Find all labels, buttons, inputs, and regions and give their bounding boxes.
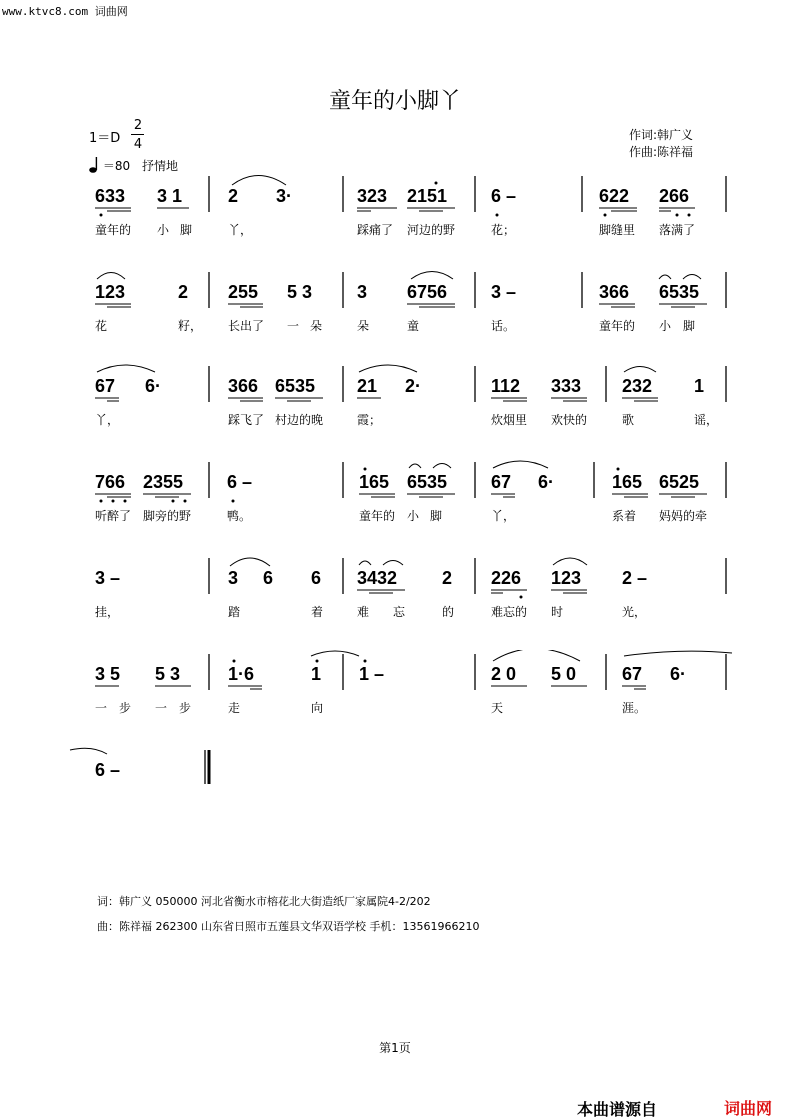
note-group: 2 [228, 186, 239, 206]
note-group: 2 0 [491, 664, 517, 684]
note-group: 232 [622, 376, 653, 396]
lyric-word: 花 [95, 319, 108, 333]
lyric-word: 的 [442, 605, 455, 619]
lyric-word: 天 [491, 701, 504, 715]
note-group: 2 [442, 568, 453, 588]
lyric-word: 丫， [95, 413, 120, 427]
score-row-5 [0, 554, 790, 624]
row-2-graphics [0, 268, 790, 338]
note-group: 165 [359, 472, 390, 492]
note-group: 6535 [407, 472, 448, 492]
lyric-word: 妈妈的牵 [659, 509, 708, 523]
note-group: 6525 [659, 472, 700, 492]
note-group: 2355 [143, 472, 184, 492]
note-group: 6 – [491, 186, 517, 206]
note-group: 6· [145, 376, 162, 396]
note-group: 6 [263, 568, 274, 588]
note-group: 2· [405, 376, 422, 396]
lyric-word: 光， [622, 605, 647, 619]
footer-lyricist: 词：韩广义 050000 河北省衡水市榕花北大街造纸厂家属院4-2/202 [97, 895, 431, 908]
lyric-word: 丫， [491, 509, 516, 523]
note-group: 5 0 [551, 664, 577, 684]
credits [629, 127, 693, 161]
lyric-word: 丫， [228, 223, 253, 237]
song-title: 童年的小脚丫 [328, 89, 461, 114]
note-group: 766 [95, 472, 126, 492]
score-row-1 [0, 172, 790, 242]
lyric-word: 籽， [178, 319, 203, 333]
lyric-word: 涯。 [622, 701, 647, 715]
note-group: 6 [311, 568, 322, 588]
lyric-word: 脚 [180, 223, 193, 237]
note-group: 3 – [491, 282, 517, 302]
lyric-word: 谣， [694, 413, 719, 427]
note-group: 266 [659, 186, 690, 206]
note-group: 3 [357, 282, 368, 302]
key-signature: 1＝D [89, 131, 121, 146]
lyric-word: 话。 [491, 319, 516, 333]
lyric-word: 小 [407, 509, 420, 523]
lyric-word: 霞； [357, 413, 382, 427]
note-group: 5 3 [155, 664, 181, 684]
lyric-word: 踩痛了 [357, 223, 394, 237]
lyric-word: 脚缝里 [599, 223, 636, 237]
note-group: 1·6 [228, 664, 255, 684]
lyricist-credit: 作词:韩广义 [629, 128, 694, 142]
note-group: 2 – [622, 568, 648, 588]
note-group: 366 [599, 282, 630, 302]
note-group: 3 1 [157, 186, 183, 206]
lyric-word: 花； [491, 223, 516, 237]
note-group: 112 [491, 376, 521, 396]
site-logo[interactable]: 词曲网 [724, 1099, 773, 1118]
lyric-word: 踩飞了 [228, 413, 265, 427]
lyric-word: 童年的 [359, 509, 396, 523]
note-group: 6535 [275, 376, 316, 396]
note-group: 6 – [95, 760, 121, 780]
note-group: 6535 [659, 282, 700, 302]
lyric-word: 脚 [683, 319, 696, 333]
lyric-word: 一 [95, 701, 108, 715]
note-group: 333 [551, 376, 582, 396]
note-group: 3432 [357, 568, 398, 588]
note-group: 67 [491, 472, 512, 492]
lyric-word: 脚旁的野 [143, 509, 192, 523]
lyric-word: 鸭。 [227, 509, 252, 523]
score-row-2 [0, 268, 790, 338]
lyric-word: 听醉了 [95, 509, 132, 523]
lyric-word: 童年的 [95, 223, 132, 237]
lyric-word: 走 [228, 701, 241, 715]
tempo-value: ＝80 [102, 159, 131, 173]
footer-composer: 曲：陈祥福 262300 山东省日照市五莲县文华双语学校 手机：13561966210 [97, 920, 480, 933]
note-group: 2 [178, 282, 189, 302]
score-row-6 [0, 650, 790, 720]
time-signature-bottom: 4 [133, 137, 143, 152]
lyric-word: 炊烟里 [491, 413, 528, 427]
lyric-word: 朵 [357, 319, 370, 333]
lyric-word: 朵 [310, 319, 323, 333]
composer-credit: 作曲:陈祥福 [629, 145, 694, 159]
note-group: 622 [599, 186, 630, 206]
note-group: 1 [311, 664, 322, 684]
lyric-word: 一 [287, 319, 300, 333]
note-group: 3 [228, 568, 239, 588]
note-group: 67 [622, 664, 643, 684]
lyric-word: 童年的 [599, 319, 636, 333]
note-group: 165 [612, 472, 643, 492]
lyric-word: 村边的晚 [275, 413, 324, 427]
lyric-word: 挂， [95, 605, 120, 619]
lyric-word: 落满了 [659, 223, 696, 237]
note-group: 3· [276, 186, 293, 206]
expression-mark: 抒情地 [141, 159, 178, 173]
page-number: 第1页 [379, 1041, 411, 1055]
lyric-word: 长出了 [228, 319, 265, 333]
note-group: 6· [670, 664, 687, 684]
lyric-word: 向 [311, 701, 324, 715]
note-group: 3 5 [95, 664, 121, 684]
note-group: 123 [551, 568, 582, 588]
score-row-3 [0, 362, 790, 432]
score-row-4 [0, 458, 790, 528]
lyric-word: 河边的野 [407, 223, 456, 237]
site-url: www.ktvc8.com 词曲网 [2, 5, 128, 18]
source-label: 本曲谱源自 [577, 1100, 658, 1119]
lyric-word: 步 [119, 701, 132, 715]
note-group: 1 [694, 376, 705, 396]
lyric-word: 时 [551, 605, 564, 619]
note-group: 6· [538, 472, 555, 492]
lyric-word: 小 [659, 319, 672, 333]
note-group: 6 – [227, 472, 253, 492]
lyric-word: 着 [311, 605, 324, 619]
lyric-word: 小 [157, 223, 170, 237]
note-group: 323 [357, 186, 388, 206]
lyric-word: 踏 [228, 605, 241, 619]
lyric-word: 歌 [622, 413, 635, 427]
score-row-7 [0, 746, 790, 790]
note-group: 226 [491, 568, 522, 588]
lyric-word: 一 [155, 701, 168, 715]
note-group: 2151 [407, 186, 448, 206]
lyric-word: 系着 [612, 509, 637, 523]
note-group: 3 – [95, 568, 121, 588]
note-group: 123 [95, 282, 126, 302]
lyric-word: 欢快的 [551, 413, 588, 427]
time-signature-top: 2 [133, 118, 143, 133]
note-group: 366 [228, 376, 259, 396]
time-signature-divider [131, 134, 144, 135]
lyric-word: 难 [357, 605, 370, 619]
note-group: 6756 [407, 282, 448, 302]
lyric-word: 难忘的 [491, 605, 528, 619]
lyric-word: 脚 [430, 509, 443, 523]
lyric-word: 童 [407, 319, 420, 333]
note-group: 67 [95, 376, 116, 396]
lyric-word: 忘 [393, 605, 406, 619]
note-group: 21 [357, 376, 378, 396]
lyric-word: 步 [179, 701, 192, 715]
note-group: 633 [95, 186, 126, 206]
note-group: 5 3 [287, 282, 313, 302]
note-group: 255 [228, 282, 259, 302]
note-group: 1 – [359, 664, 385, 684]
